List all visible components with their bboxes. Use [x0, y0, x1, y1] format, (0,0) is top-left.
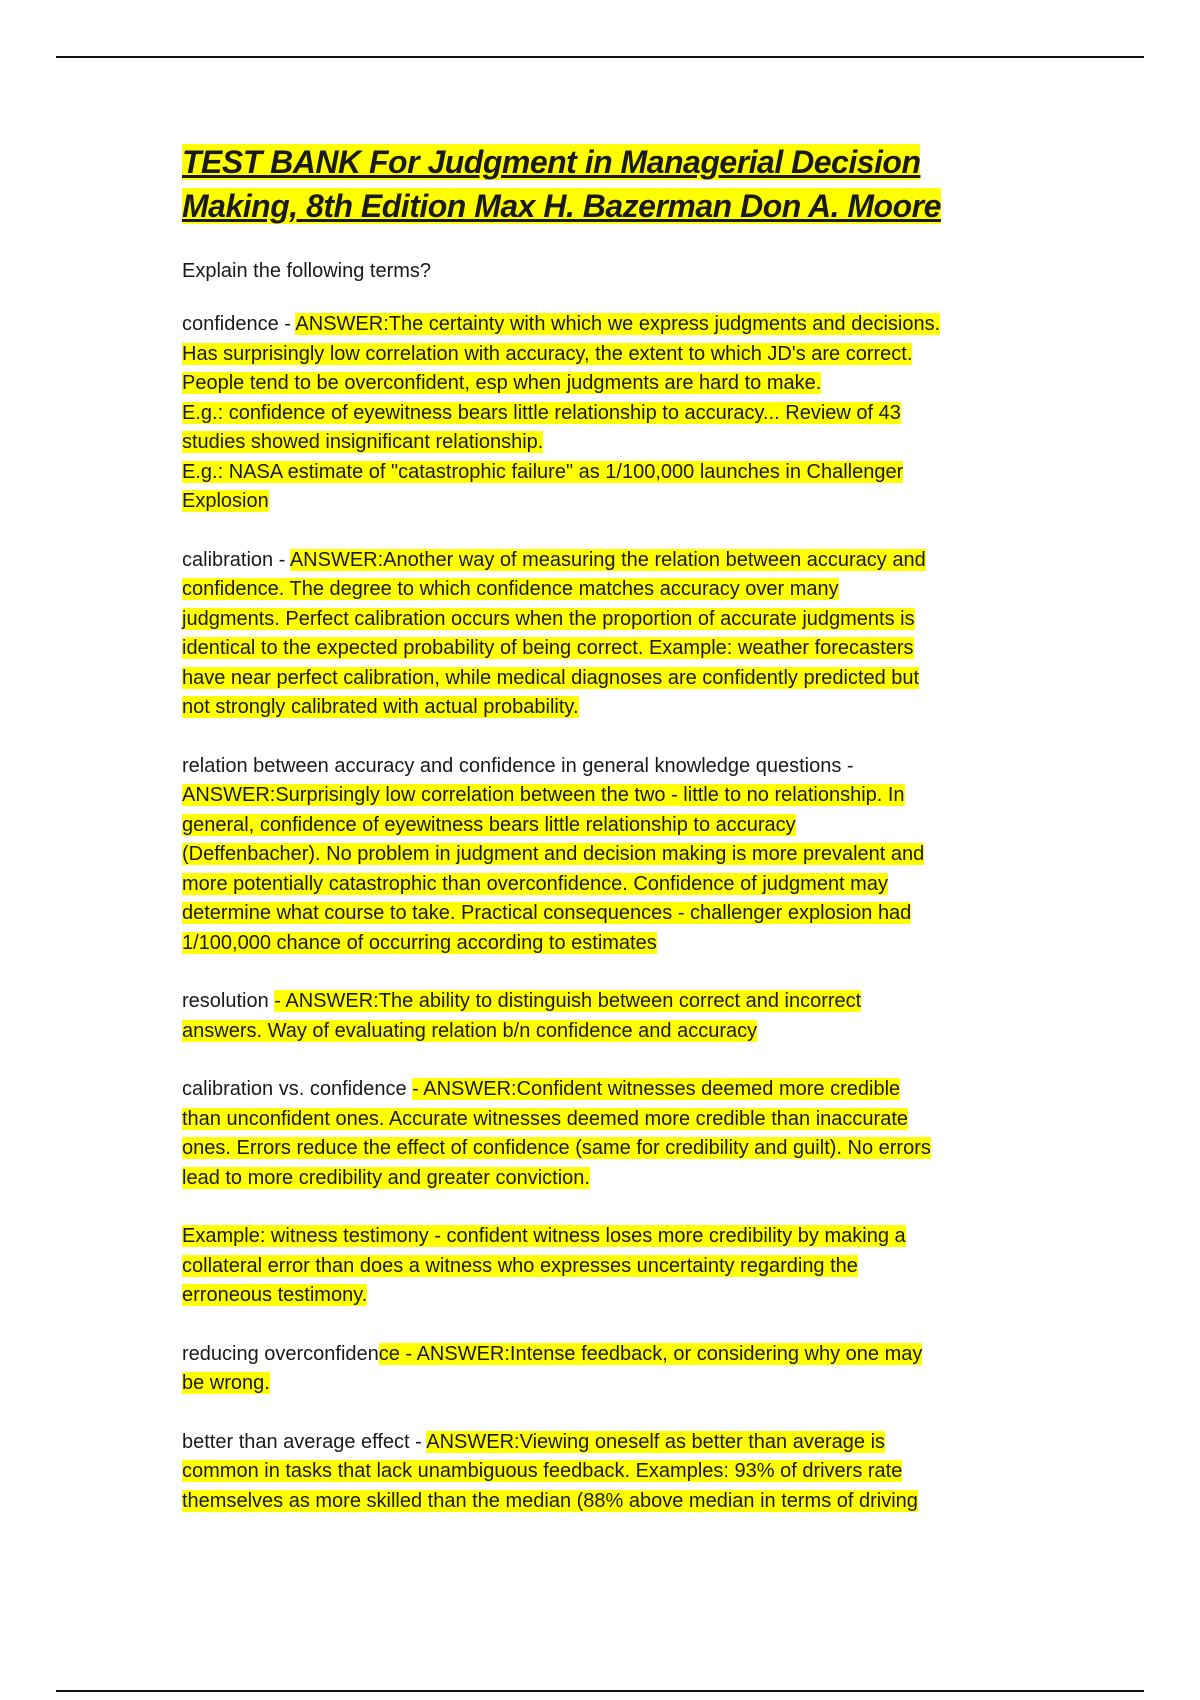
term-label: reducing overconfiden — [182, 1342, 379, 1365]
bottom-rule — [56, 1690, 1144, 1692]
answer-line: Has surprisingly low correlation with accuracy, the extent to which JD's are correct. — [182, 342, 913, 365]
answer-line: erroneous testimony. — [182, 1284, 368, 1306]
answer-line: lead to more credibility and greater conviction. — [182, 1166, 590, 1189]
answer-line: ones. Errors reduce the effect of confidence (same for credibility and guilt). No errors — [182, 1137, 931, 1159]
qa-entry — [182, 546, 1022, 723]
term-label: calibration vs. confidence — [182, 1078, 413, 1100]
answer-line: - ANSWER:Confident witnesses deemed more credible — [412, 1078, 901, 1100]
answer-line: studies showed insignificant relationship. — [182, 431, 544, 453]
answer-line: determine what course to take. Practical consequences - challenger explosion had — [182, 902, 912, 924]
answer-line: - ANSWER:The ability to distinguish between correct and incorrect — [274, 990, 862, 1012]
top-rule — [56, 56, 1144, 58]
qa-entry — [182, 987, 1022, 1046]
qa-entry — [182, 752, 1022, 959]
answer-line: Explosion — [182, 490, 269, 512]
answer-line: (Deffenbacher). No problem in judgment and decision making is more prevalent and — [182, 843, 925, 865]
answer-line: collateral error than does a witness who expresses uncertainty regarding the — [182, 1254, 858, 1277]
answer-line: judgments. Perfect calibration occurs when the proportion of accurate judgments is — [182, 607, 915, 630]
term-label: relation between accuracy and confidence in general knowledge questions - — [182, 754, 854, 777]
term-label: resolution — [182, 990, 275, 1012]
answer-line: confidence. The degree to which confidence matches accuracy over many — [182, 578, 839, 600]
answer-line: ANSWER:Another way of measuring the relation between accuracy and — [289, 548, 926, 571]
intro-text: Explain the following terms? — [182, 260, 432, 282]
answer-line: ANSWER:Surprisingly low correlation between the two - little to no relationship. In — [182, 784, 905, 806]
answer-line: answers. Way of evaluating relation b/n confidence and accuracy — [182, 1019, 758, 1042]
qa-entry — [182, 310, 1022, 517]
document-title — [182, 140, 1022, 228]
answer-line: E.g.: NASA estimate of "catastrophic failure" as 1/100,000 launches in Challenger — [182, 460, 904, 483]
answer-line: identical to the expected probability of being correct. Example: weather forecasters — [182, 637, 914, 659]
entries-list — [182, 310, 1022, 1516]
document-body — [182, 140, 1022, 1545]
answer-line: be wrong. — [182, 1372, 270, 1394]
answer-line: 1/100,000 chance of occurring according to estimates — [182, 931, 657, 954]
answer-line: not strongly calibrated with actual probability. — [182, 696, 579, 718]
term-label: calibration - — [182, 548, 290, 571]
answer-line: have near perfect calibration, while medical diagnoses are confidently predicted but — [182, 666, 920, 689]
answer-line: ce - ANSWER:Intense feedback, or considering why one may — [378, 1342, 923, 1365]
answer-line: People tend to be overconfident, esp when judgments are hard to make. — [182, 372, 822, 394]
answer-line: common in tasks that lack unambiguous feedback. Examples: 93% of drivers rate — [182, 1460, 903, 1482]
answer-line: themselves as more skilled than the median (88% above median in terms of driving — [182, 1489, 918, 1512]
answer-line: general, confidence of eyewitness bears little relationship to accuracy — [182, 813, 796, 836]
answer-line: than unconfident ones. Accurate witnesses deemed more credible than inaccurate — [182, 1107, 908, 1130]
title-line-2: Making, 8th Edition Max H. Bazerman Don A. Moore — [182, 188, 941, 224]
answer-line: E.g.: confidence of eyewitness bears little relationship to accuracy... Review of 43 — [182, 401, 901, 424]
qa-entry — [182, 1340, 1022, 1399]
answer-line: more potentially catastrophic than overconfidence. Confidence of judgment may — [182, 872, 888, 895]
term-label: confidence - — [182, 313, 296, 335]
qa-entry — [182, 1428, 1022, 1517]
qa-entry — [182, 1222, 1022, 1311]
answer-line: ANSWER:The certainty with which we express judgments and decisions. — [295, 313, 941, 335]
qa-entry — [182, 1075, 1022, 1193]
term-label: better than average effect - — [182, 1430, 427, 1453]
answer-line: ANSWER:Viewing oneself as better than average is — [426, 1430, 886, 1453]
answer-line: Example: witness testimony - confident witness loses more credibility by making a — [182, 1225, 906, 1247]
title-line-1: TEST BANK For Judgment in Managerial Decision — [182, 144, 921, 180]
